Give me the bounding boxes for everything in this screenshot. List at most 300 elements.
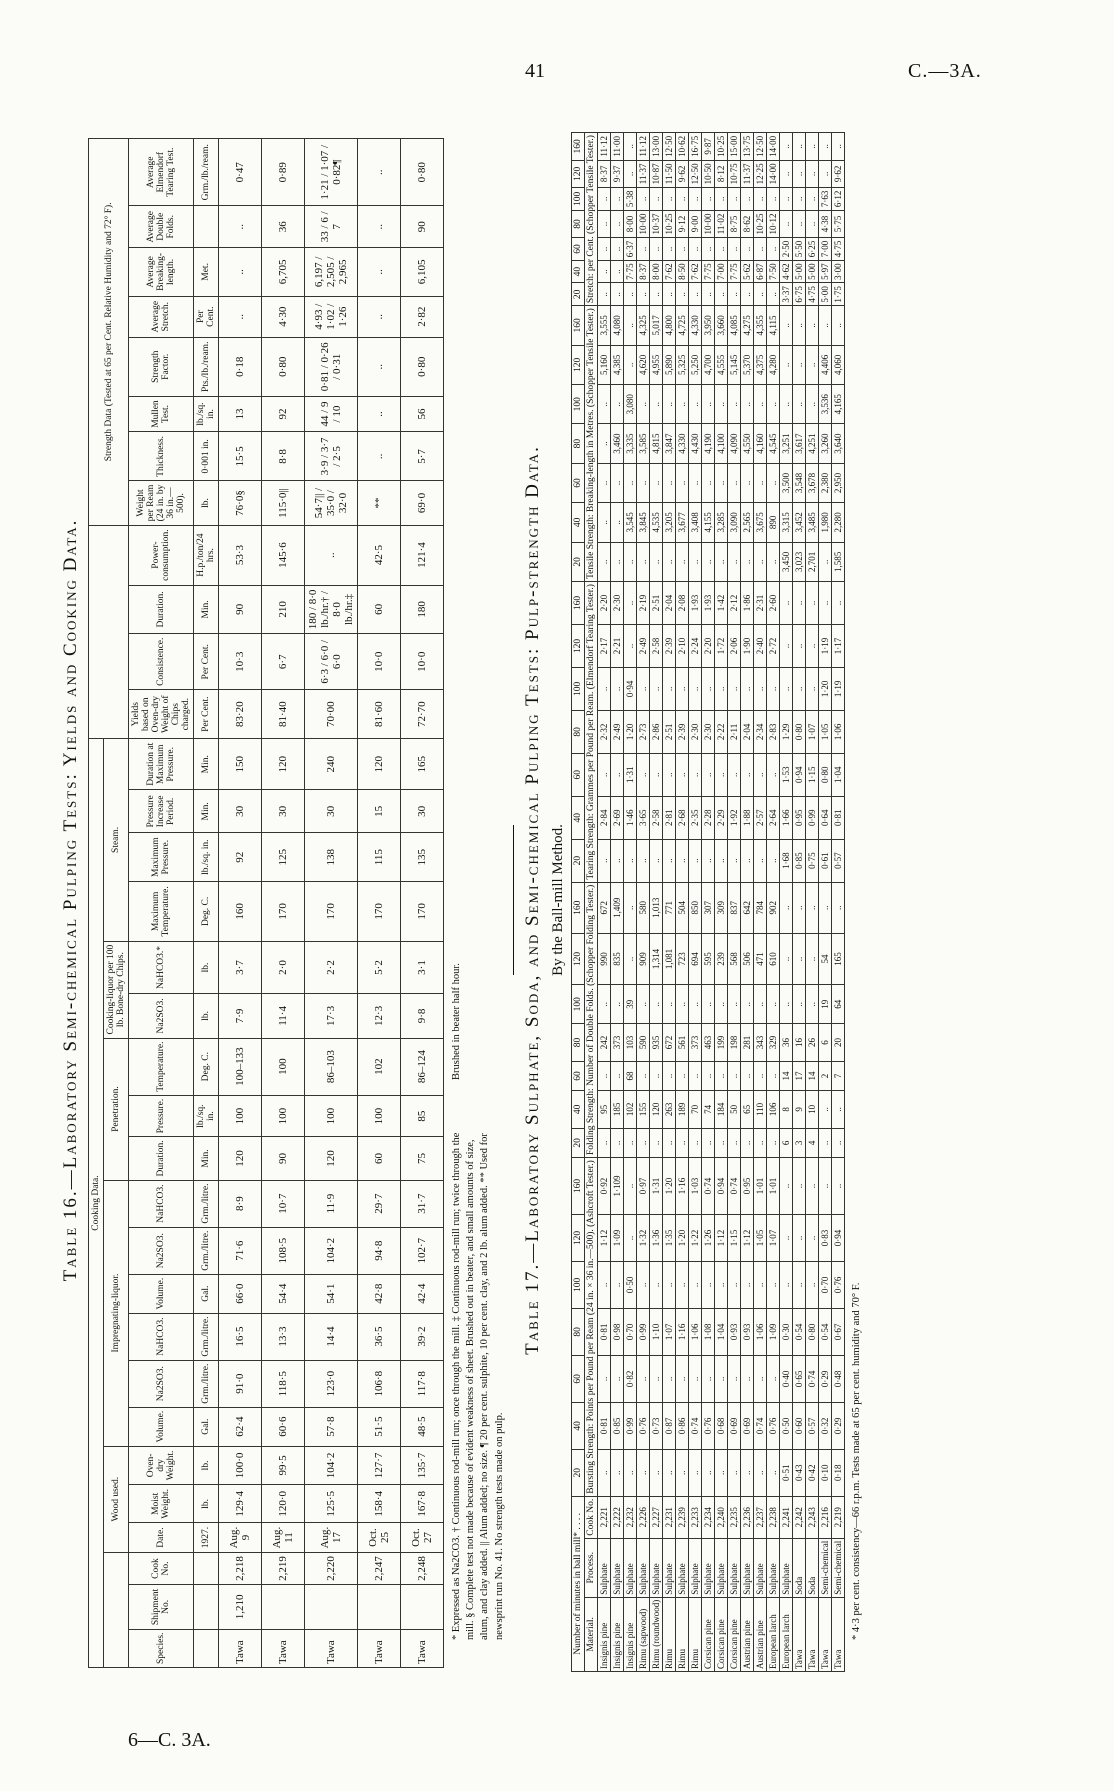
- t16-cell: 15: [358, 790, 401, 833]
- t17-cell: ..: [779, 985, 792, 1024]
- t17-cell: ..: [831, 306, 844, 345]
- t17-cell: ..: [597, 753, 610, 796]
- t17-cell: 3,090: [727, 503, 740, 542]
- t17-cell: 7·62: [688, 260, 701, 283]
- t17-cell: 1,980: [818, 503, 831, 542]
- t17-cell: 0·97: [636, 1158, 649, 1215]
- t16-unit-31: [194, 206, 219, 248]
- t16-cell: 125·5: [305, 1485, 358, 1523]
- t17-cell: 0·80: [805, 1308, 818, 1355]
- t16-cell: 108·5: [262, 1227, 305, 1274]
- t17-cell: ..: [805, 160, 818, 187]
- t17-cell: ..: [753, 238, 766, 261]
- t16-cell: 30: [401, 790, 444, 833]
- t17-cell: ..: [779, 133, 792, 161]
- t16-cell: 100: [262, 1038, 305, 1095]
- t17-cell: 2·10: [675, 625, 688, 668]
- t16-cell: ..: [358, 337, 401, 396]
- t17-cell: 5,370: [740, 345, 753, 384]
- t17-cell: 3,500: [779, 463, 792, 502]
- t17-cell: ..: [766, 667, 779, 710]
- t16-cell: 36: [262, 206, 305, 248]
- t17-process: Sulphate: [649, 1538, 662, 1597]
- t17-cell: 8·50: [675, 260, 688, 283]
- t17-cell: 4,090: [727, 424, 740, 463]
- t17-cell: 463: [701, 1024, 714, 1062]
- t17-cell: ..: [766, 1261, 779, 1308]
- table-row: [219, 139, 262, 1668]
- t17-cell: ..: [805, 188, 818, 211]
- t17-cell: 1·15: [805, 753, 818, 796]
- t17-cell: 0·73: [649, 1402, 662, 1449]
- t17-cell: 3,205: [662, 503, 675, 542]
- t17-cell: 1·12: [740, 1214, 753, 1261]
- t17-cell: ..: [792, 667, 805, 710]
- t17-cell: ..: [649, 839, 662, 882]
- t17-cell: ..: [597, 188, 610, 211]
- t17-cell: 12·50: [662, 133, 675, 161]
- t17-minute-header: 120: [571, 1214, 584, 1261]
- t17-cell: 0·60: [792, 1402, 805, 1449]
- t17-cell: ..: [649, 238, 662, 261]
- t17-cell: ..: [831, 1128, 844, 1157]
- t17-cell: ..: [597, 260, 610, 283]
- t17-col-2: Cook No.: [584, 1496, 597, 1538]
- t17-cell: 1·90: [740, 625, 753, 668]
- t17-cell: ..: [636, 1128, 649, 1157]
- t16-unit-4: lb.: [194, 1485, 219, 1523]
- t16-cell: Oct. 27: [401, 1523, 444, 1552]
- t17-cell: 2·50: [779, 238, 792, 261]
- t16-header-5: Oven-dry Weight.: [129, 1446, 194, 1485]
- t17-cell: ..: [610, 1128, 623, 1157]
- t17-cell: 5·00: [792, 260, 805, 283]
- t17-cell: ..: [675, 463, 688, 502]
- t16-cell: 15·5: [219, 432, 262, 481]
- t17-cell: 835: [610, 933, 623, 984]
- t17-cell: ..: [688, 283, 701, 306]
- t17-cell: 3,640: [831, 424, 844, 463]
- t17-cell: 1·05: [818, 710, 831, 753]
- t16-group-cooking-liquor: Cooking-liquor per 100 lb. Bone-dry Chips.: [104, 941, 129, 1038]
- t17-cell: ..: [675, 188, 688, 211]
- t17-cell: 5·62: [740, 260, 753, 283]
- t17-material: Corsican pine: [714, 1597, 727, 1671]
- t16-cell: 60: [358, 1137, 401, 1180]
- t17-cell: 2·30: [610, 582, 623, 625]
- t17-cell: 506: [740, 933, 753, 984]
- t17-cell: 7·63: [818, 188, 831, 211]
- t16-cell: 91·0: [219, 1360, 262, 1407]
- t16-unit-27: lb./sq. in.: [194, 396, 219, 432]
- t17-process: Sulphate: [662, 1538, 675, 1597]
- t17-cell: 4,700: [701, 345, 714, 384]
- t17-cell: 0·70: [818, 1261, 831, 1308]
- t17-cell: 3·37: [779, 283, 792, 306]
- t17-cell: ..: [701, 385, 714, 424]
- t17-cell: 70: [688, 1091, 701, 1129]
- t17-cell: ..: [740, 463, 753, 502]
- t17-cell: 0·54: [792, 1308, 805, 1355]
- t17-cell: ..: [623, 625, 636, 668]
- t17-cell: 1·29: [779, 710, 792, 753]
- t17-cell: 1·92: [727, 796, 740, 839]
- t17-cell: 4,190: [701, 424, 714, 463]
- t17-cell: ..: [597, 1128, 610, 1157]
- t17-cell: ..: [818, 1128, 831, 1157]
- t17-cell: ..: [714, 1355, 727, 1402]
- t16-cell: 170: [358, 882, 401, 942]
- t17-cell: 10·12: [766, 210, 779, 237]
- t17-cell: 580: [636, 882, 649, 933]
- t17-material: European larch: [766, 1597, 779, 1671]
- t17-cell: 4,555: [714, 345, 727, 384]
- t17-cell: 990: [597, 933, 610, 984]
- t16-cell: ..: [358, 248, 401, 296]
- t17-cell: ..: [623, 463, 636, 502]
- t17-cell: ..: [714, 985, 727, 1024]
- t16-cell: Oct. 25: [358, 1523, 401, 1552]
- t17-cell: 1·20: [662, 1158, 675, 1215]
- t16-cell: 120: [219, 1137, 262, 1180]
- t17-cell: 1·19: [818, 625, 831, 668]
- t17-cell: ..: [714, 238, 727, 261]
- t17-cell: ..: [675, 667, 688, 710]
- t17-cell: 3,585: [636, 424, 649, 463]
- t17-cell: 9: [792, 1091, 805, 1129]
- t16-cell: 4·93 / 1·02 / 1·26: [305, 296, 358, 337]
- t16-cell: 42·5: [358, 525, 401, 585]
- t17-cell: 3,536: [818, 385, 831, 424]
- t17-cell: ..: [649, 283, 662, 306]
- t16-cell: 90: [219, 585, 262, 634]
- t17-cell: 9·37: [610, 160, 623, 187]
- t17-cell: 3,545: [623, 503, 636, 542]
- t16-cell: 33 / 6 / 7: [305, 206, 358, 248]
- t17-minute-header: 80: [571, 710, 584, 753]
- t17-material: Insignis pine: [597, 1597, 610, 1671]
- t16-unit-20: Min.: [194, 739, 219, 790]
- t16-cell: ..: [219, 296, 262, 337]
- t17-cell: 0·93: [740, 1308, 753, 1355]
- t17-cook-no: 2,238: [766, 1496, 779, 1538]
- t17-material: Rimu: [688, 1597, 701, 1671]
- t16-cell: 170: [262, 882, 305, 942]
- t16-cell: 135: [401, 833, 444, 882]
- t17-cell: ..: [766, 188, 779, 211]
- t17-cell: ..: [636, 542, 649, 581]
- t17-cell: 4,325: [636, 306, 649, 345]
- t17-cell: 2·60: [766, 582, 779, 625]
- t17-cell: ..: [610, 210, 623, 237]
- t17-cell: 74: [701, 1091, 714, 1129]
- t16-header-8: NaHCO3.: [129, 1313, 194, 1360]
- t17-cell: ..: [701, 1449, 714, 1496]
- t16-cell: 5·7: [401, 432, 444, 481]
- t16-header-31: Average Double Folds.: [129, 206, 194, 248]
- t17-cell: 0·74: [727, 1158, 740, 1215]
- t17-cell: ..: [740, 839, 753, 882]
- t17-cell: ..: [714, 542, 727, 581]
- t17-cell: 5,890: [662, 345, 675, 384]
- t17-cell: 2·04: [740, 710, 753, 753]
- t17-cell: ..: [714, 1128, 727, 1157]
- t16-unit-5: lb.: [194, 1446, 219, 1485]
- t17-minute-header: 160: [571, 1158, 584, 1215]
- t17-cell: ..: [792, 306, 805, 345]
- t16-cell: 30: [219, 790, 262, 833]
- t17-cell: ..: [740, 542, 753, 581]
- t17-cell: ..: [818, 542, 831, 581]
- t17-cell: 2,701: [805, 542, 818, 581]
- t17-cell: ..: [662, 463, 675, 502]
- t17-cell: 3,845: [636, 503, 649, 542]
- t17-cell: ..: [779, 582, 792, 625]
- t17-cell: 0·98: [610, 1308, 623, 1355]
- t17-cell: 1·07: [662, 1308, 675, 1355]
- t17-cell: 2·58: [649, 625, 662, 668]
- t17-cell: ..: [831, 1091, 844, 1129]
- t17-cell: 4,280: [766, 345, 779, 384]
- t16-cell: 30: [305, 790, 358, 833]
- t17-minute-header: 60: [571, 753, 584, 796]
- t16-cell: ..: [358, 396, 401, 432]
- t16-cell: 160: [219, 882, 262, 942]
- t17-cell: ..: [649, 188, 662, 211]
- t16-cell: 6,705: [262, 248, 305, 296]
- t16-cell: 81·60: [358, 690, 401, 739]
- t16-cell: 54·7|| / 35·0 / 32·0: [305, 481, 358, 525]
- t16-cell: 158·4: [358, 1485, 401, 1523]
- t17-cell: ..: [753, 542, 766, 581]
- t17-cell: 8: [779, 1091, 792, 1129]
- t17-cell: 0·32: [818, 1402, 831, 1449]
- t16-header-29: Average Stretch.: [129, 296, 194, 337]
- t17-cell: 11·37: [740, 160, 753, 187]
- t17-cook-no: 2,242: [792, 1496, 805, 1538]
- t17-cell: 10·62: [675, 133, 688, 161]
- t17-cell: 5,250: [688, 345, 701, 384]
- t17-cell: 10·75: [727, 160, 740, 187]
- t17-cell: ..: [688, 238, 701, 261]
- t17-cook-no: 2,219: [831, 1496, 844, 1538]
- t16-cell: 66·0: [219, 1274, 262, 1313]
- t17-cell: 343: [753, 1024, 766, 1062]
- t17-cell: 9·62: [675, 160, 688, 187]
- t17-cell: 165: [831, 933, 844, 984]
- t17-cell: ..: [727, 283, 740, 306]
- t17-cell: ..: [623, 160, 636, 187]
- t17-cell: 2·34: [753, 710, 766, 753]
- t17-cell: ..: [649, 753, 662, 796]
- t17-cell: 784: [753, 882, 766, 933]
- t17-cell: 0·92: [597, 1158, 610, 1215]
- t17-cell: 0·81: [597, 1308, 610, 1355]
- table-row: [649, 133, 662, 1672]
- t17-cell: 2·39: [675, 710, 688, 753]
- t16-cell: 36·5: [358, 1313, 401, 1360]
- t17-cell: ..: [597, 283, 610, 306]
- t17-cell: 1·31: [623, 753, 636, 796]
- t16-cell: 2,220: [305, 1552, 358, 1584]
- t17-cell: ..: [675, 542, 688, 581]
- t17-cell: ..: [688, 463, 701, 502]
- t17-cook-no: 2,232: [623, 1496, 636, 1538]
- t17-cell: 0·50: [779, 1402, 792, 1449]
- t17-cell: 0·99: [805, 796, 818, 839]
- t17-cell: 106: [766, 1091, 779, 1129]
- t16-unit-14: Deg. C.: [194, 1038, 219, 1095]
- t17-cell: ..: [610, 503, 623, 542]
- t17-cell: ..: [753, 1449, 766, 1496]
- t17-cell: ..: [766, 385, 779, 424]
- t16-cell: 13·3: [262, 1313, 305, 1360]
- t17-cell: 1·109: [610, 1158, 623, 1215]
- t16-cell: 138: [305, 833, 358, 882]
- t17-group-2: Tearing Strength: Grammes per Pound per Ream. (Elmendorf Tearing Tester.): [584, 582, 597, 883]
- t17-cell: 1·53: [779, 753, 792, 796]
- t16-cell: 3·1: [401, 941, 444, 994]
- t17-cook-no: 2,231: [662, 1496, 675, 1538]
- t17-cell: ..: [792, 582, 805, 625]
- t17-cell: ..: [636, 667, 649, 710]
- t17-cell: 0·42: [805, 1449, 818, 1496]
- t16-cell: 29·7: [358, 1180, 401, 1227]
- t17-cell: ..: [766, 985, 779, 1024]
- table-row: [727, 133, 740, 1672]
- t17-cell: ..: [792, 160, 805, 187]
- t17-cell: 9·62: [831, 160, 844, 187]
- t17-cell: 1·08: [701, 1308, 714, 1355]
- t17-cell: 198: [727, 1024, 740, 1062]
- t17-cell: ..: [753, 1128, 766, 1157]
- t17-cell: 3,675: [753, 503, 766, 542]
- t17-cell: 11·12: [597, 133, 610, 161]
- t17-cell: ..: [740, 283, 753, 306]
- t16-cell: 0·80: [401, 337, 444, 396]
- t17-cell: 2·12: [727, 582, 740, 625]
- t17-cell: 7: [831, 1061, 844, 1090]
- t17-cell: ..: [610, 1261, 623, 1308]
- table-row: [610, 133, 623, 1672]
- t17-cell: 3,617: [792, 424, 805, 463]
- t17-cell: 7·75: [623, 260, 636, 283]
- t17-cell: ..: [727, 667, 740, 710]
- t16-header-16: NaHCO3.*: [129, 941, 194, 994]
- t17-cell: ..: [818, 882, 831, 933]
- t16-cell: Tawa: [401, 1629, 444, 1667]
- t17-cell: 850: [688, 882, 701, 933]
- t17-cell: ..: [701, 753, 714, 796]
- t17-cell: 0·48: [831, 1355, 844, 1402]
- t17-cell: 2·29: [714, 796, 727, 839]
- t17-cell: 2·22: [714, 710, 727, 753]
- t17-cell: 1·04: [831, 753, 844, 796]
- t17-cell: ..: [727, 1061, 740, 1090]
- t17-cell: ..: [610, 283, 623, 306]
- t17-cell: ..: [753, 188, 766, 211]
- t17-cell: 0·68: [714, 1402, 727, 1449]
- table-row: [714, 133, 727, 1672]
- t17-cell: 4·62: [779, 260, 792, 283]
- t17-cell: ..: [636, 283, 649, 306]
- t16-header-1: Shipment No.: [129, 1585, 194, 1629]
- t16-unit-22: Per Cent.: [194, 634, 219, 690]
- t16-cell: 100: [305, 1095, 358, 1137]
- t17-cell: ..: [766, 463, 779, 502]
- t16-unit-26: 0·001 in.: [194, 432, 219, 481]
- t17-cell: ..: [675, 1061, 688, 1090]
- t17-cell: 3: [792, 1128, 805, 1157]
- t17-cell: 13·00: [649, 133, 662, 161]
- t17-cell: 0·76: [766, 1402, 779, 1449]
- t17-cell: ..: [675, 283, 688, 306]
- t17-cell: 0·50: [623, 1261, 636, 1308]
- t17-cell: ..: [688, 1128, 701, 1157]
- t16-cell: 94·8: [358, 1227, 401, 1274]
- table-row: [662, 133, 675, 1672]
- t17-cell: 10: [805, 1091, 818, 1129]
- t16-unit-9: Gal.: [194, 1274, 219, 1313]
- t17-cell: 3·00: [831, 260, 844, 283]
- t17-cell: ..: [740, 188, 753, 211]
- t17-cell: ..: [727, 463, 740, 502]
- t17-cell: 0·76: [701, 1402, 714, 1449]
- t17-cell: 7·62: [662, 260, 675, 283]
- t17-cell: 12·50: [753, 133, 766, 161]
- t17-cook-no: 2,237: [753, 1496, 766, 1538]
- t17-cell: ..: [740, 1355, 753, 1402]
- t17-cell: ..: [636, 1261, 649, 1308]
- t17-cell: 6·12: [831, 188, 844, 211]
- t17-cell: ..: [740, 238, 753, 261]
- t17-cell: ..: [753, 283, 766, 306]
- t17-material: Insignis pine: [623, 1597, 636, 1671]
- t17-cell: 0·65: [792, 1355, 805, 1402]
- t17-material: Austrian pine: [753, 1597, 766, 1671]
- t17-cell: ..: [636, 985, 649, 1024]
- t16-cell: 90: [401, 206, 444, 248]
- t16-cell: ..: [358, 296, 401, 337]
- t16-cell: 0·81 / 0·26 / 0·31: [305, 337, 358, 396]
- t16-cell: 10·7: [262, 1180, 305, 1227]
- t17-cell: ..: [662, 839, 675, 882]
- t17-cell: 2·17: [597, 625, 610, 668]
- t16-cell: 92: [262, 396, 305, 432]
- t17-cell: ..: [636, 753, 649, 796]
- t17-cell: 26: [805, 1024, 818, 1062]
- t17-cell: 8·12: [714, 160, 727, 187]
- t17-cell: 2·06: [727, 625, 740, 668]
- t17-cell: 4,165: [831, 385, 844, 424]
- t17-cell: 2·57: [753, 796, 766, 839]
- t17-cell: 120: [649, 1091, 662, 1129]
- t17-cell: ..: [714, 283, 727, 306]
- t17-cell: 4,155: [701, 503, 714, 542]
- t17-cell: 10·25: [714, 133, 727, 161]
- t16-unit-0: [194, 1629, 219, 1667]
- t17-cook-no: 2,234: [701, 1496, 714, 1538]
- t16-header-2: Cook No.: [129, 1552, 194, 1584]
- t17-cell: ..: [636, 1449, 649, 1496]
- t16-cell: ..: [358, 206, 401, 248]
- t17-cell: ..: [792, 1158, 805, 1215]
- t16-cell: 11·9: [305, 1180, 358, 1227]
- t17-cell: 0·76: [636, 1402, 649, 1449]
- t17-cell: ..: [766, 1128, 779, 1157]
- t17-cell: 5·38: [623, 188, 636, 211]
- t16-unit-21: Per Cent.: [194, 690, 219, 739]
